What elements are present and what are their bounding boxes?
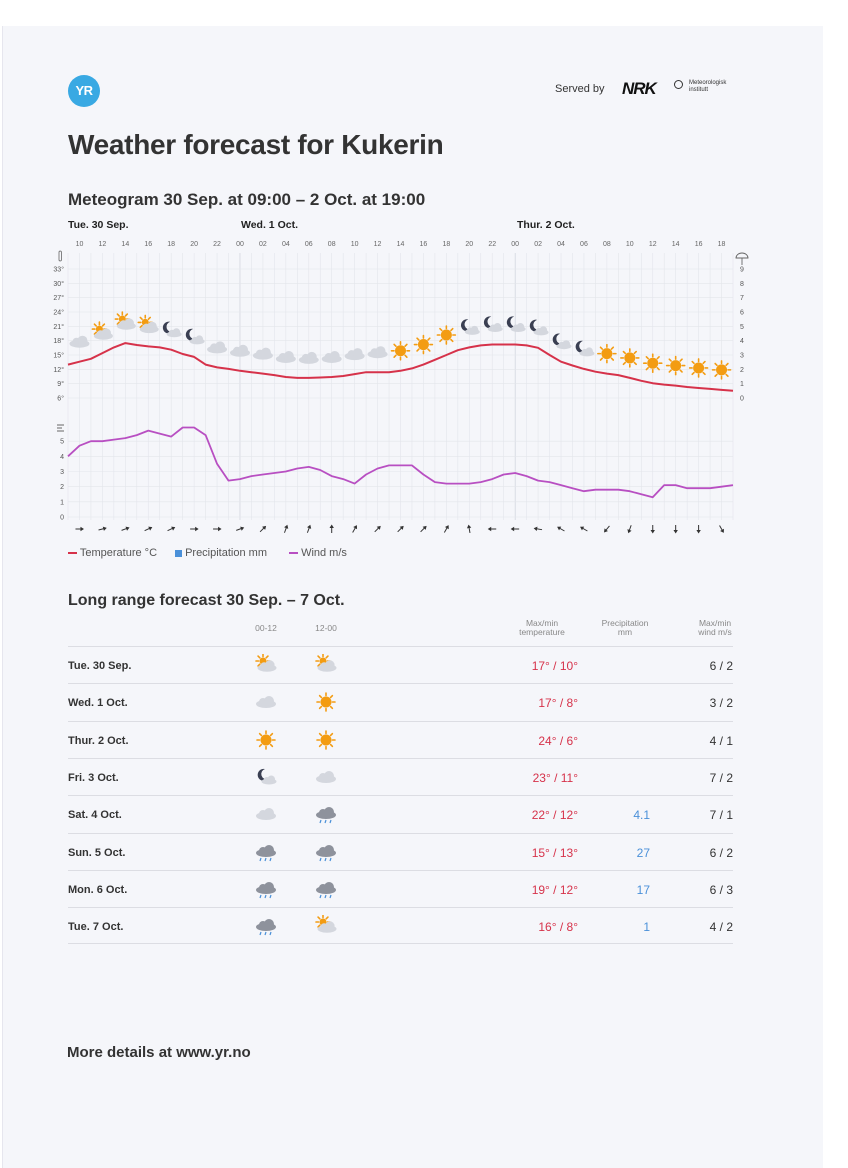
cloud-icon bbox=[69, 336, 89, 348]
row-day: Tue. 30 Sep. bbox=[68, 660, 132, 672]
row-day: Tue. 7 Oct. bbox=[68, 921, 124, 934]
sun-icon bbox=[598, 345, 616, 363]
row-temperature: 23° / 11° bbox=[532, 770, 578, 785]
cloud-icon bbox=[316, 771, 336, 783]
row-precipitation: 17 bbox=[636, 882, 650, 897]
sun-icon bbox=[314, 691, 338, 713]
row-temperature: 19° / 12° bbox=[531, 882, 578, 897]
hour-tick-label: 00 bbox=[236, 241, 244, 248]
partly-cloudy-icon bbox=[316, 654, 337, 672]
hour-tick-label: 12 bbox=[373, 241, 382, 248]
wind-direction-arrow bbox=[167, 525, 177, 533]
precip-axis-tick: 0 bbox=[740, 395, 744, 403]
hour-tick-label: 12 bbox=[648, 241, 657, 248]
cloud-icon bbox=[322, 351, 342, 363]
moon-cloud-icon bbox=[530, 320, 549, 336]
rain-cloud-icon bbox=[256, 882, 276, 898]
row-precipitation: 4.1 bbox=[633, 808, 650, 823]
wind-direction-arrow bbox=[626, 524, 633, 533]
umbrella-icon bbox=[736, 253, 748, 265]
hour-tick-label: 06 bbox=[304, 241, 313, 248]
wind-direction-arrow bbox=[282, 524, 289, 533]
rain-cloud-icon bbox=[316, 882, 336, 898]
wind-direction-arrow bbox=[579, 525, 589, 533]
table-row bbox=[68, 646, 733, 684]
header-temperature: Max/min temperature bbox=[519, 618, 565, 637]
row-wind: 3 / 2 bbox=[709, 696, 733, 711]
wind-direction-arrow bbox=[351, 524, 359, 534]
header-00-12: 00-12 bbox=[255, 623, 277, 633]
hour-tick-label: 04 bbox=[281, 241, 290, 248]
hour-tick-label: 16 bbox=[694, 241, 703, 248]
moon-cloud-icon bbox=[186, 329, 205, 345]
wind-direction-arrow bbox=[466, 524, 472, 533]
day-label-thu: Thur. 2 Oct. bbox=[517, 219, 575, 231]
temp-axis-tick: 33° bbox=[53, 266, 64, 274]
sun-icon bbox=[392, 342, 410, 360]
wind-direction-arrow bbox=[305, 524, 312, 533]
hour-tick-label: 08 bbox=[602, 241, 611, 248]
row-temperature: 24° / 6° bbox=[538, 733, 578, 748]
precip-axis-tick: 3 bbox=[740, 352, 744, 360]
hour-tick-label: 12 bbox=[98, 241, 107, 248]
cloud-icon bbox=[368, 346, 388, 358]
cloud-icon bbox=[299, 352, 319, 364]
partly-cloudy-icon bbox=[256, 654, 277, 672]
sun-icon bbox=[644, 354, 662, 372]
moon-cloud-icon bbox=[254, 766, 278, 788]
temp-axis-tick: 9° bbox=[57, 381, 64, 389]
rain-cloud-icon bbox=[256, 845, 276, 861]
cloud-icon bbox=[314, 766, 338, 788]
partly-cloudy-icon bbox=[254, 654, 278, 676]
sun-icon bbox=[690, 359, 708, 377]
hour-tick-label: 02 bbox=[534, 241, 542, 248]
row-temperature: 16° / 8° bbox=[538, 920, 578, 935]
rain-cloud-icon bbox=[256, 919, 276, 935]
row-wind: 4 / 1 bbox=[709, 733, 733, 748]
sun-icon bbox=[317, 731, 335, 749]
wind-direction-arrow bbox=[235, 525, 244, 532]
hour-tick-label: 18 bbox=[442, 241, 451, 248]
page-title: Weather forecast for Kukerin bbox=[68, 129, 444, 160]
moon-cloud-icon bbox=[576, 341, 595, 357]
legend-wind: Wind m/s bbox=[289, 547, 347, 559]
hour-tick-label: 18 bbox=[717, 241, 726, 248]
hour-tick-label: 22 bbox=[488, 241, 497, 248]
partly-cloudy-icon bbox=[115, 312, 135, 330]
temp-axis-tick: 27° bbox=[53, 295, 64, 303]
temp-axis-tick: 24° bbox=[53, 309, 64, 317]
precip-axis-tick: 2 bbox=[740, 366, 744, 374]
table-row bbox=[68, 758, 733, 796]
sun-icon bbox=[257, 731, 275, 749]
table-row bbox=[68, 870, 733, 908]
temp-axis-tick: 21° bbox=[53, 323, 64, 331]
wind-direction-arrow bbox=[75, 527, 84, 531]
hour-tick-label: 02 bbox=[259, 241, 267, 248]
precip-axis-tick: 9 bbox=[740, 266, 744, 274]
moon-cloud-icon bbox=[507, 316, 526, 332]
wind-direction-arrow bbox=[396, 524, 405, 533]
partly-cloudy-icon bbox=[92, 322, 113, 340]
cloud-icon bbox=[230, 345, 250, 357]
hour-tick-label: 18 bbox=[167, 241, 176, 248]
sun-icon bbox=[437, 326, 455, 344]
served-by-label: Served by bbox=[555, 83, 605, 95]
row-temperature: 17° / 10° bbox=[531, 659, 578, 673]
row-day: Sun. 5 Oct. bbox=[68, 846, 126, 859]
rain-cloud-icon bbox=[254, 841, 278, 863]
precip-axis-tick: 1 bbox=[740, 381, 744, 389]
cloud-icon bbox=[253, 348, 273, 360]
wind-direction-arrow bbox=[98, 526, 107, 532]
wind-direction-arrow bbox=[602, 525, 611, 534]
precip-axis-tick: 8 bbox=[740, 280, 744, 288]
rain-cloud-icon bbox=[254, 915, 278, 937]
wind-direction-arrow bbox=[190, 527, 199, 531]
meteogram-title: Meteogram 30 Sep. at 09:00 – 2 Oct. at 19:00 bbox=[68, 190, 426, 209]
wind-direction-arrow bbox=[673, 525, 677, 534]
wind-axis-tick: 3 bbox=[60, 469, 64, 476]
sun-icon bbox=[621, 349, 639, 367]
row-wind: 4 / 2 bbox=[709, 920, 733, 935]
day-label-wed: Wed. 1 Oct. bbox=[241, 219, 298, 231]
legend-temperature: Temperature °C bbox=[68, 547, 157, 559]
rain-cloud-icon bbox=[314, 878, 338, 900]
wind-axis-tick: 4 bbox=[60, 453, 64, 461]
row-day: Thur. 2 Oct. bbox=[68, 734, 129, 747]
sun-icon bbox=[667, 357, 685, 375]
row-wind: 6 / 2 bbox=[709, 845, 733, 860]
cloud-icon bbox=[207, 341, 227, 353]
row-wind: 6 / 3 bbox=[709, 882, 733, 897]
sun-icon bbox=[254, 729, 278, 751]
wind-direction-arrow bbox=[556, 525, 566, 533]
hour-tick-label: 04 bbox=[557, 241, 565, 248]
table-row bbox=[68, 795, 733, 833]
row-temperature: 22° / 12° bbox=[531, 808, 578, 823]
precip-axis-tick: 6 bbox=[740, 309, 744, 317]
partly-cloudy-icon bbox=[316, 915, 337, 933]
partly-cloudy-icon bbox=[314, 654, 338, 676]
thermometer-icon bbox=[59, 251, 61, 261]
hour-tick-label: 10 bbox=[75, 241, 84, 248]
cloud-icon bbox=[256, 808, 276, 820]
temp-axis-tick: 30° bbox=[53, 280, 64, 288]
row-temperature: 17° / 8° bbox=[538, 696, 578, 711]
header-12-00: 12-00 bbox=[315, 623, 337, 633]
row-wind: 7 / 2 bbox=[709, 770, 733, 785]
rain-cloud-icon bbox=[316, 807, 336, 823]
cloud-icon bbox=[345, 348, 365, 360]
hour-tick-label: 20 bbox=[190, 241, 199, 248]
wind-direction-arrow bbox=[651, 525, 655, 534]
wind-direction-arrow bbox=[330, 525, 334, 534]
wind-direction-arrow bbox=[696, 525, 700, 534]
hour-tick-label: 22 bbox=[213, 241, 221, 248]
sun-icon bbox=[414, 336, 432, 354]
row-day: Fri. 3 Oct. bbox=[68, 771, 119, 784]
rain-cloud-icon bbox=[314, 803, 338, 825]
partly-cloudy-icon bbox=[314, 915, 338, 937]
hour-tick-label: 14 bbox=[671, 241, 680, 248]
meteogram-chart bbox=[0, 0, 848, 580]
wind-axis-tick: 2 bbox=[60, 484, 64, 492]
hour-tick-label: 14 bbox=[396, 241, 405, 248]
row-precipitation: 27 bbox=[636, 845, 650, 860]
wind-direction-arrow bbox=[259, 524, 268, 533]
wind-direction-arrow bbox=[144, 525, 154, 533]
wind-direction-arrow bbox=[718, 524, 726, 534]
wind-direction-arrow bbox=[488, 527, 497, 531]
row-wind: 6 / 2 bbox=[709, 659, 733, 673]
long-range-title: Long range forecast 30 Sep. – 7 Oct. bbox=[68, 592, 345, 609]
rain-cloud-icon bbox=[316, 845, 336, 861]
row-day: Wed. 1 Oct. bbox=[68, 697, 128, 710]
row-wind: 7 / 1 bbox=[709, 808, 733, 823]
table-bottom-rule bbox=[68, 943, 733, 944]
hour-tick-label: 16 bbox=[419, 241, 428, 248]
row-temperature: 15° / 13° bbox=[531, 845, 578, 860]
nrk-logo: NRK bbox=[622, 79, 656, 98]
hour-tick-label: 08 bbox=[327, 241, 336, 248]
table-row bbox=[68, 721, 733, 759]
sun-icon bbox=[713, 361, 731, 379]
hour-tick-label: 10 bbox=[625, 241, 634, 248]
wind-axis-tick: 5 bbox=[60, 438, 64, 446]
temp-axis-tick: 18° bbox=[53, 338, 64, 346]
wind-direction-arrow bbox=[373, 524, 382, 533]
day-label-tue: Tue. 30 Sep. bbox=[68, 219, 129, 231]
rain-cloud-icon bbox=[254, 878, 278, 900]
yr-logo: YR bbox=[68, 75, 100, 107]
precip-axis-tick: 5 bbox=[740, 323, 744, 331]
moon-cloud-icon bbox=[553, 334, 572, 350]
hour-tick-label: 20 bbox=[465, 241, 474, 248]
moon-cloud-icon bbox=[484, 316, 503, 332]
cloud-icon bbox=[276, 351, 296, 363]
wind-direction-arrow bbox=[533, 526, 542, 532]
row-precipitation: 1 bbox=[643, 920, 650, 935]
sun-icon bbox=[317, 693, 335, 711]
header-precipitation: Precipitation mm bbox=[601, 618, 649, 637]
temp-axis-tick: 15° bbox=[53, 352, 64, 360]
temp-axis-tick: 12° bbox=[53, 366, 64, 374]
hour-tick-label: 14 bbox=[121, 241, 130, 248]
table-row bbox=[68, 907, 733, 945]
hour-tick-label: 16 bbox=[144, 241, 153, 248]
table-row bbox=[68, 833, 733, 871]
hour-tick-label: 10 bbox=[350, 241, 359, 248]
wind-axis-tick: 1 bbox=[60, 499, 64, 507]
partly-cloudy-icon bbox=[138, 315, 159, 333]
cloud-icon bbox=[256, 696, 276, 708]
hour-tick-label: 00 bbox=[511, 241, 520, 248]
cloud-icon bbox=[254, 803, 278, 825]
wind-axis-icon bbox=[57, 425, 64, 431]
wind-direction-arrow bbox=[419, 524, 428, 533]
legend-precipitation: Precipitation mm bbox=[175, 547, 267, 559]
more-details-link[interactable]: More details at www.yr.no bbox=[67, 1044, 251, 1061]
header-wind: Max/min wind m/s bbox=[698, 618, 732, 637]
row-day: Sat. 4 Oct. bbox=[68, 809, 122, 822]
moon-cloud-icon bbox=[163, 322, 182, 338]
table-row bbox=[68, 683, 733, 721]
wind-axis-tick: 0 bbox=[60, 514, 64, 522]
precip-axis-tick: 7 bbox=[740, 295, 744, 303]
moon-cloud-icon bbox=[258, 769, 277, 785]
wind-direction-arrow bbox=[121, 525, 130, 532]
cloud-icon bbox=[254, 691, 278, 713]
rain-cloud-icon bbox=[314, 841, 338, 863]
moon-cloud-icon bbox=[461, 319, 480, 335]
precip-axis-tick: 4 bbox=[740, 338, 744, 346]
wind-direction-arrow bbox=[213, 527, 222, 531]
wind-direction-arrow bbox=[442, 524, 450, 534]
wind-direction-arrow bbox=[511, 527, 520, 531]
hour-tick-label: 06 bbox=[580, 241, 588, 248]
sun-icon bbox=[314, 729, 338, 751]
row-day: Mon. 6 Oct. bbox=[68, 883, 128, 896]
temp-axis-tick: 6° bbox=[57, 395, 64, 403]
